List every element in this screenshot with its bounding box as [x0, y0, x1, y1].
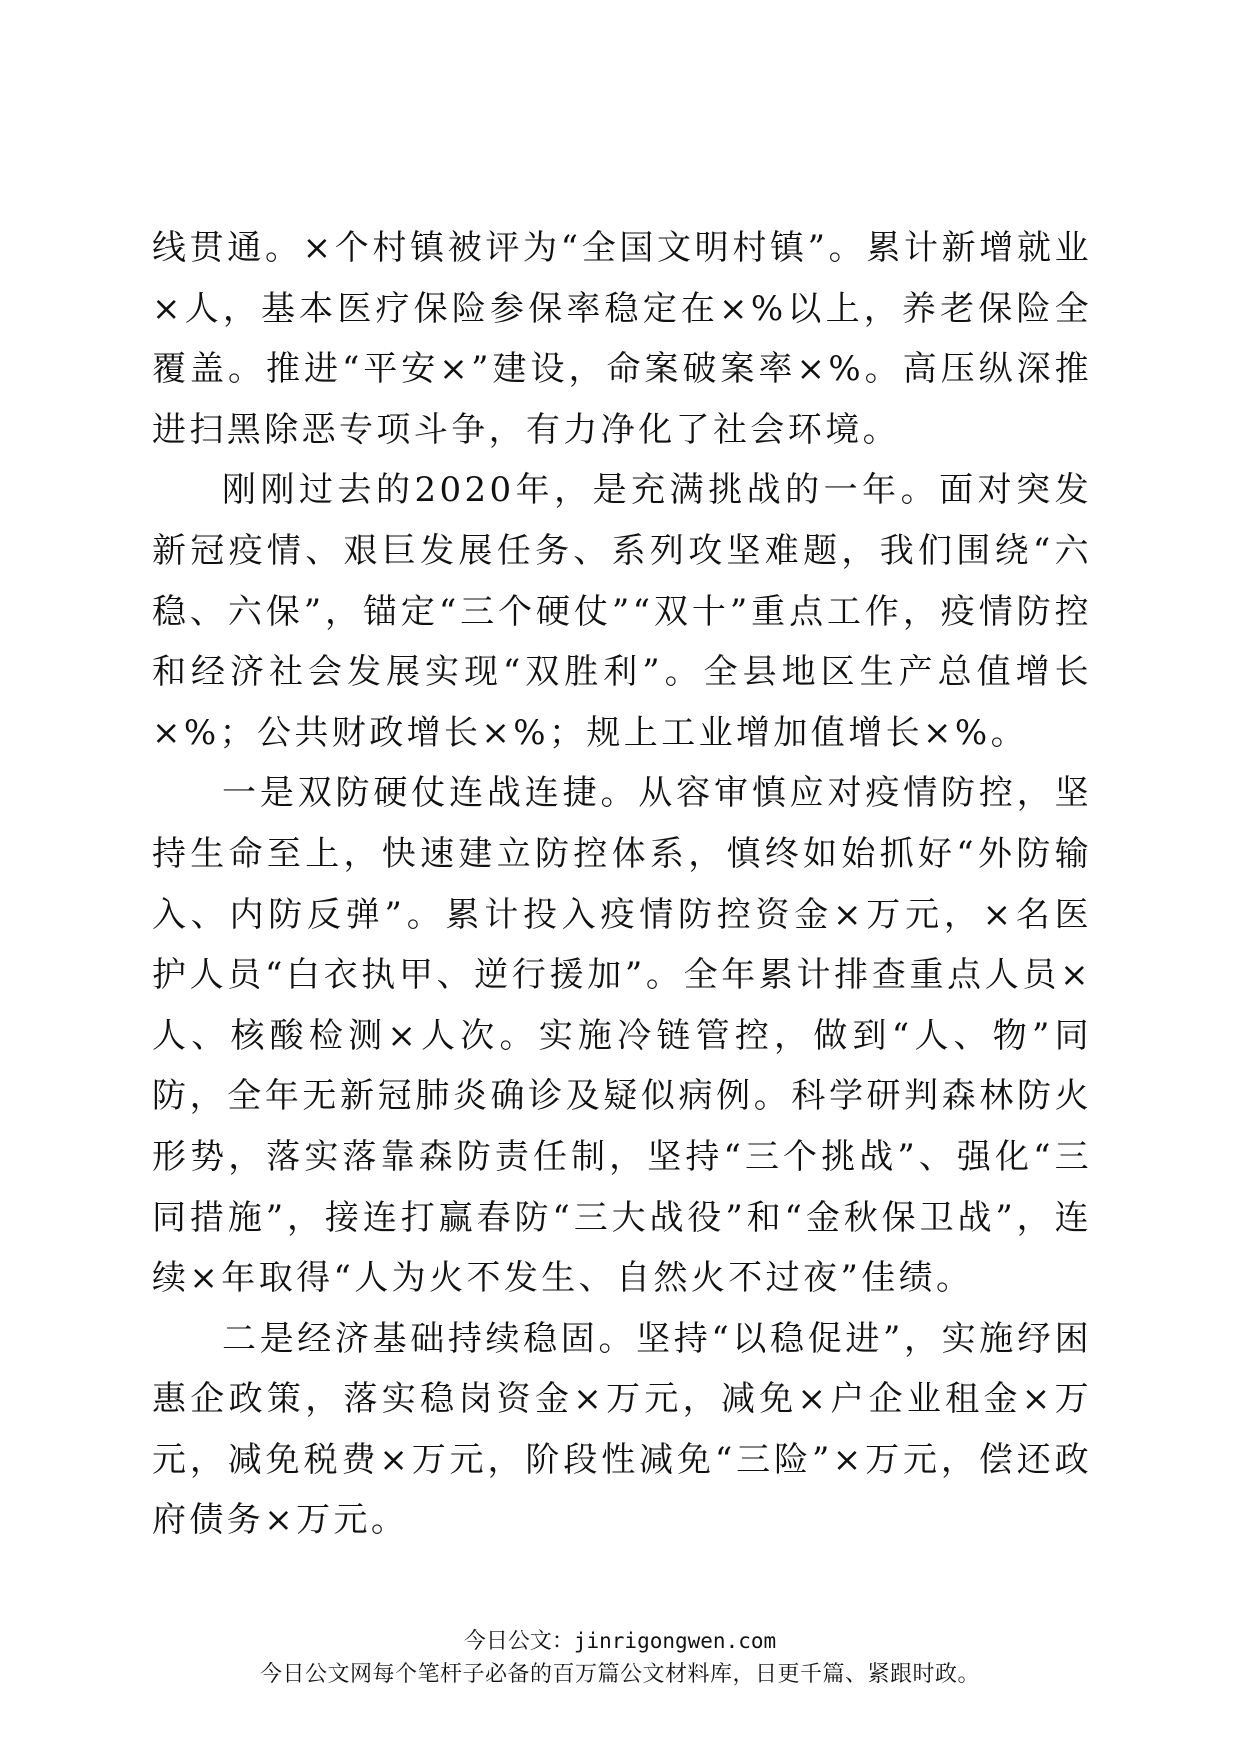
footer-site-link[interactable]: jinrigongwen.com — [573, 1629, 777, 1653]
paragraph-3: 一是双防硬仗连战连捷。从容审慎应对疫情防控，坚持生命至上，快速建立防控体系，慎终如始抓好“外防输入、内防反弹”。累计投入疫情防控资金×万元，×名医护人员“白衣执甲、逆行援加”。全年累计排查重点人员×人、核酸检测×人次。实施冷链管控，做到“人、物”同防，全年无新冠肺炎确诊及疑似病例。科学研判森林防火形势，落实落靠森防责任制，坚持“三个挑战”、强化“三同措施”，接连打赢春防“三大战役”和“金秋保卫战”，连续×年取得“人为火不发生、自然火不过夜”佳绩。 — [152, 773, 1092, 1299]
paragraph-1: 线贯通。×个村镇被评为“全国文明村镇”。累计新增就业×人，基本医疗保险参保率稳定在×%以上，养老保险全覆盖。推进“平安×”建设，命案破案率×%。高压纵深推进扫黑除恶专项斗争，有力净化了社会环境。 — [152, 228, 1092, 450]
paragraph-2: 刚刚过去的2020年，是充满挑战的一年。面对突发新冠疫情、艰巨发展任务、系列攻坚难题，我们围绕“六稳、六保”，锚定“三个硬仗”“双十”重点工作，疫情防控和经济社会发展实现“双胜利”。全县地区生产总值增长×%；公共财政增长×%；规上工业增加值增长×%。 — [152, 470, 1092, 753]
paragraph-4: 二是经济基础持续稳固。坚持“以稳促进”，实施纾困惠企政策，落实稳岗资金×万元，减免×户企业租金×万元，减免税费×万元，阶段性减免“三险”×万元，偿还政府债务×万元。 — [152, 1318, 1092, 1541]
footer-watermark — [0, 1626, 1240, 1657]
document-body — [152, 218, 1092, 1551]
footer-slogan: 今日公文网每个笔杆子必备的百万篇公文材料库，日更千篇、紧跟时政。 — [259, 1662, 980, 1687]
footer-label: 今日公文： — [463, 1629, 574, 1654]
